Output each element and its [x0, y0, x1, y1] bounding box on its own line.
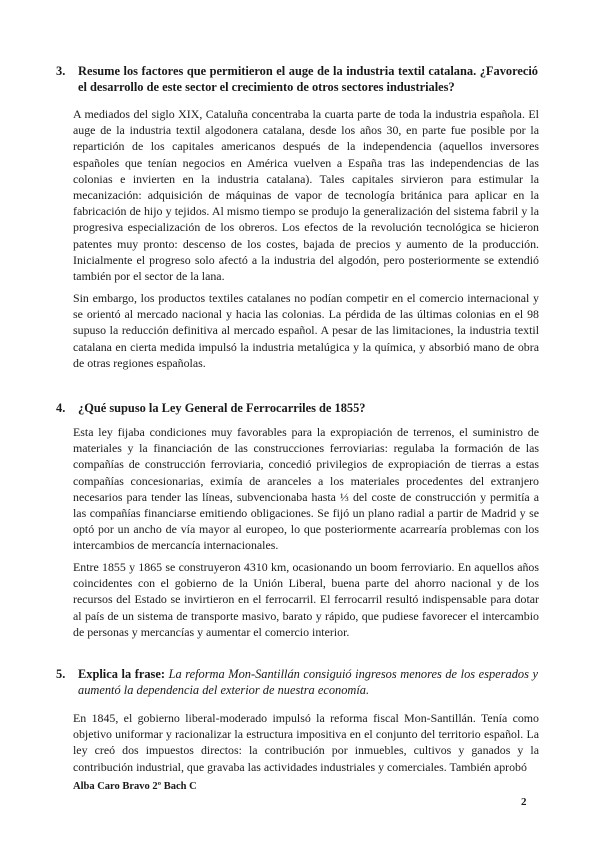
section-3-paragraph-2: Sin embargo, los productos textiles catalanes no podían competir en el comercio internacional y se orientó al mercado nacional y hacia las colonias. La pérdida de las últimas colonias en el 98 supuso la reducción definitiva al mercado español. A pesar de las limitaciones, la industria textil catalana en cierta medida impulsó la industria metalúgica y la química, y absorbió mano de obra de otras regiones españolas.: [73, 291, 539, 370]
section-4-heading: [56, 400, 538, 416]
footer-author: Alba Caro Bravo 2º Bach C: [73, 781, 197, 792]
section-3-heading-text: Resume los factores que permitieron el auge de la industria textil catalana. ¿Favoreció el desarrollo de este sector el crecimiento de otros sectores industriales?: [78, 64, 538, 94]
section-3-number: 3.: [56, 64, 66, 78]
section-4-number: 4.: [56, 401, 66, 415]
section-5-heading-lead: Explica la frase:: [78, 667, 165, 681]
section-3-heading: [56, 63, 538, 95]
section-5-paragraph-1: En 1845, el gobierno liberal-moderado impulsó la reforma fiscal Mon-Santillán. Tenía como objetivo uniformar y racionalizar la estructura impositiva en el conjunto del territorio español. La ley creó dos impuestos directos: la contribución por inmuebles, cultivos y ganados y la contribución industrial, que gravaba las actividades industriales y comerciales. También aprobó: [73, 711, 539, 774]
section-5-heading-quote: La reforma Mon-Santillán consiguió ingresos menores de los esperados y aumentó la dependencia del exterior de nuestra economía.: [78, 667, 538, 697]
section-5-heading: [56, 666, 538, 698]
section-4-heading-text: ¿Qué supuso la Ley General de Ferrocarriles de 1855?: [78, 401, 366, 415]
section-3-paragraph-1: A mediados del siglo XIX, Cataluña concentraba la cuarta parte de toda la industria española. El auge de la industria textil algodonera catalana, desde los años 30, en parte fue posible por la repartición de los capitales americanos después de la independencia (aquellos inversores españoles que tenían negocios en América vuelven a España tras las independencias de las colonias e invierten en la industria catalana). Tales capitales sirvieron para estimular la mecanización: adquisición de máquinas de vapor de tecnología británica para aplicar en la fabricación de hijo y tejidos. Al mismo tiempo se produjo la generalización del sistema fabril y la progresiva especialización de los obreros. Los efectos de la revolución tecnológica se hicieron patentes muy pronto: descenso de los costes, bajada de precios y aumento de la producción. Inicialmente el progreso solo afectó a la industria del algodón, pero posteriormente se extendió también por el sector de la lana.: [73, 107, 539, 284]
section-5-number: 5.: [56, 667, 66, 681]
section-4-paragraph-2: Entre 1855 y 1865 se construyeron 4310 km, ocasionando un boom ferroviario. En aquellos años coincidentes con el gobierno de la Unión Liberal, buena parte del ahorro nacional y de los recursos del Estado se invirtieron en el ferrocarril. El ferrocarril resultó indispensable para dotar al país de un sistema de transporte masivo, barato y rápido, que pudiese favorecer el intercambio de personas y mercancías y aumentar el comercio interior.: [73, 560, 539, 639]
page-number: 2: [521, 796, 527, 808]
section-4-paragraph-1: Esta ley fijaba condiciones muy favorables para la expropiación de terrenos, el suministro de materiales y la financiación de las construcciones ferroviarias: regulaba la formación de las compañías de construcción ferroviaria, concedió privilegios de expropiación de tierras a estas compañías concesionarias, eximía de aranceles a los materiales procedentes del extranjero necesarios para tender las líneas, subvencionaba hasta ⅓ del coste de construcción y permitía a las compañías financiarse emitiendo obligaciones. Se fijó un plano radial a partir de Madrid y se optó por un ancho de vía mayor al europeo, lo que posteriormente acarrearía problemas con los intercambios de mercancía internacionales.: [73, 425, 539, 553]
